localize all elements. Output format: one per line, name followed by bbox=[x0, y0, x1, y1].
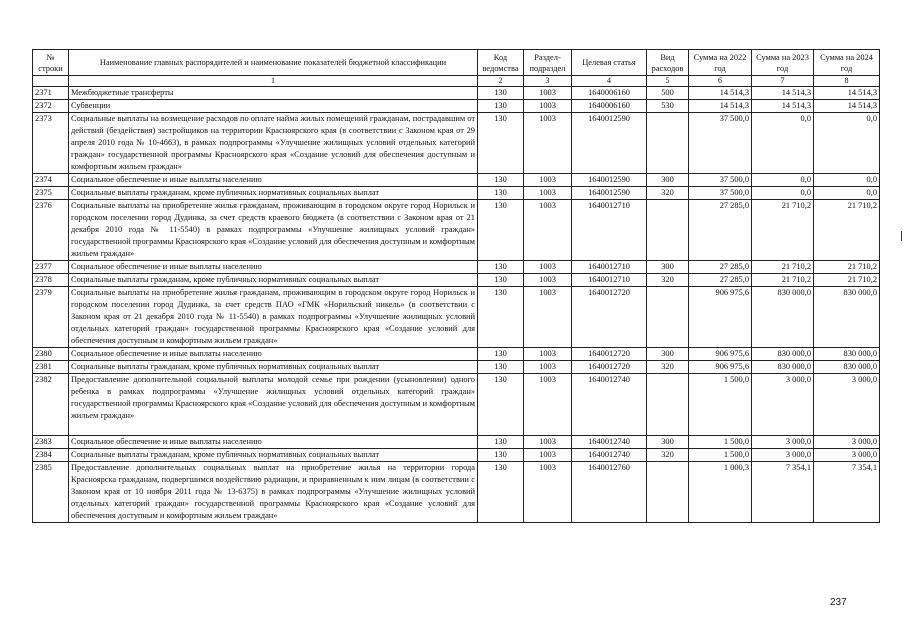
row-exp-type: 300 bbox=[647, 261, 689, 274]
row-sum-2022: 37 500,0 bbox=[689, 187, 752, 200]
row-num: 2376 bbox=[33, 200, 69, 261]
row-sum-2023: 21 710,2 bbox=[752, 274, 814, 287]
row-section: 1003 bbox=[524, 449, 572, 462]
row-name: Социальное обеспечение и иные выплаты населению bbox=[69, 436, 478, 449]
row-dept: 130 bbox=[478, 187, 524, 200]
row-section: 1003 bbox=[524, 274, 572, 287]
row-dept: 130 bbox=[478, 462, 524, 523]
row-sum-2023: 21 710,2 bbox=[752, 200, 814, 261]
row-num: 2378 bbox=[33, 274, 69, 287]
header-dept: Код ведомства bbox=[478, 50, 524, 76]
row-sum-2024: 21 710,2 bbox=[814, 261, 880, 274]
row-section: 1003 bbox=[524, 187, 572, 200]
row-sum-2024: 21 710,2 bbox=[814, 200, 880, 261]
row-sum-2023: 14 514,3 bbox=[752, 87, 814, 100]
row-article: 1640006160 bbox=[572, 100, 647, 113]
table-row bbox=[33, 348, 880, 361]
header-sum-2024: Сумма на 2024 год bbox=[814, 50, 880, 76]
row-exp-type bbox=[647, 287, 689, 348]
table-row bbox=[33, 200, 880, 261]
table-row bbox=[33, 449, 880, 462]
row-article: 1640012740 bbox=[572, 436, 647, 449]
row-exp-type: 320 bbox=[647, 187, 689, 200]
row-sum-2022: 27 285,0 bbox=[689, 274, 752, 287]
row-article: 1640006160 bbox=[572, 87, 647, 100]
row-sum-2023: 3 000,0 bbox=[752, 436, 814, 449]
row-sum-2022: 906 975,6 bbox=[689, 287, 752, 348]
row-section: 1003 bbox=[524, 200, 572, 261]
row-sum-2024: 3 000,0 bbox=[814, 449, 880, 462]
row-num: 2377 bbox=[33, 261, 69, 274]
row-sum-2024: 0,0 bbox=[814, 174, 880, 187]
row-exp-type bbox=[647, 462, 689, 523]
table-row bbox=[33, 436, 880, 449]
row-dept: 130 bbox=[478, 374, 524, 436]
table-row bbox=[33, 462, 880, 523]
row-sum-2022: 906 975,6 bbox=[689, 361, 752, 374]
row-sum-2022: 1 000,3 bbox=[689, 462, 752, 523]
row-dept: 130 bbox=[478, 200, 524, 261]
row-article: 1640012720 bbox=[572, 287, 647, 348]
row-section: 1003 bbox=[524, 87, 572, 100]
row-sum-2024: 14 514,3 bbox=[814, 87, 880, 100]
row-name: Субвенции bbox=[69, 100, 478, 113]
row-sum-2023: 0,0 bbox=[752, 174, 814, 187]
row-section: 1003 bbox=[524, 462, 572, 523]
col-number: 7 bbox=[752, 76, 814, 87]
row-num: 2372 bbox=[33, 100, 69, 113]
row-dept: 130 bbox=[478, 261, 524, 274]
row-sum-2022: 14 514,3 bbox=[689, 100, 752, 113]
table-row bbox=[33, 361, 880, 374]
row-dept: 130 bbox=[478, 100, 524, 113]
row-sum-2024: 21 710,2 bbox=[814, 274, 880, 287]
row-dept: 130 bbox=[478, 436, 524, 449]
row-exp-type: 320 bbox=[647, 274, 689, 287]
row-name: Социальные выплаты на приобретение жилья гражданам, проживающим в городском округе город Норильск и городском поселении город Дудинка, за счет средств краевого бюджета (в соответствии с Законом края от 21 декабря 2010 года № 11-5540) в рамках подпрограммы «Улучшение жилищных условий граждан» государственной программы Красноярского края «Создание условий для обеспечения доступным и комфортным жильем граждан» bbox=[69, 200, 478, 261]
page-number: 237 bbox=[830, 597, 847, 608]
row-sum-2024: 830 000,0 bbox=[814, 287, 880, 348]
row-sum-2024: 830 000,0 bbox=[814, 361, 880, 374]
row-sum-2023: 21 710,2 bbox=[752, 261, 814, 274]
row-name: Социальные выплаты на возмещение расходов по оплате найма жилых помещений гражданам, пострадавшим от действий (бездействия) застройщиков на территории Красноярского края (в соответствии с Законом края от 29 апреля 2010 года № 10-4663), в рамках подпрограммы «Улучшение жилищных условий отдельных категорий граждан» государственной программы Красноярского края «Создание условий для обеспечения доступным и комфортным жильем граждан» bbox=[69, 113, 478, 174]
row-exp-type: 300 bbox=[647, 436, 689, 449]
row-article: 1640012720 bbox=[572, 348, 647, 361]
row-article: 1640012740 bbox=[572, 449, 647, 462]
scan-edge-mark bbox=[901, 231, 902, 241]
row-dept: 130 bbox=[478, 87, 524, 100]
col-number: 6 bbox=[689, 76, 752, 87]
header-article: Целевая статья bbox=[572, 50, 647, 76]
header-num: № строки bbox=[33, 50, 69, 76]
table-row bbox=[33, 287, 880, 348]
row-num: 2374 bbox=[33, 174, 69, 187]
row-name: Социальные выплаты гражданам, кроме публичных нормативных социальных выплат bbox=[69, 449, 478, 462]
col-number: 1 bbox=[69, 76, 478, 87]
header-section: Раздел-подраздел bbox=[524, 50, 572, 76]
row-sum-2023: 3 000,0 bbox=[752, 374, 814, 436]
row-section: 1003 bbox=[524, 436, 572, 449]
row-exp-type: 300 bbox=[647, 174, 689, 187]
row-num: 2385 bbox=[33, 462, 69, 523]
row-sum-2022: 14 514,3 bbox=[689, 87, 752, 100]
row-name: Социальное обеспечение и иные выплаты населению bbox=[69, 174, 478, 187]
row-name: Межбюджетные трансферты bbox=[69, 87, 478, 100]
row-sum-2022: 1 500,0 bbox=[689, 449, 752, 462]
table-row bbox=[33, 187, 880, 200]
row-num: 2371 bbox=[33, 87, 69, 100]
col-number: 4 bbox=[572, 76, 647, 87]
row-name: Социальные выплаты гражданам, кроме публичных нормативных социальных выплат bbox=[69, 361, 478, 374]
row-name: Социальное обеспечение и иные выплаты населению bbox=[69, 348, 478, 361]
row-name: Социальные выплаты на приобретение жилья гражданам, проживающим в городском округе город Норильск и городском поселении город Дудинка, за счет средств ПАО «ГМК «Норильский никель» (в соответствии с Законом края от 21 декабря 2010 года № 11-5540) в рамках подпрограммы «Улучшение жилищных условий отдельных категорий граждан» государственной программы Красноярского края «Создание условий для обеспечения доступным и комфортным жильем граждан» bbox=[69, 287, 478, 348]
row-num: 2381 bbox=[33, 361, 69, 374]
row-sum-2024: 3 000,0 bbox=[814, 374, 880, 436]
row-section: 1003 bbox=[524, 374, 572, 436]
row-exp-type: 320 bbox=[647, 361, 689, 374]
header-sum-2022: Сумма на 2022 год bbox=[689, 50, 752, 76]
row-sum-2022: 1 500,0 bbox=[689, 436, 752, 449]
row-section: 1003 bbox=[524, 361, 572, 374]
row-sum-2023: 830 000,0 bbox=[752, 348, 814, 361]
row-name: Социальные выплаты гражданам, кроме публичных нормативных социальных выплат bbox=[69, 187, 478, 200]
row-num: 2375 bbox=[33, 187, 69, 200]
row-sum-2024: 0,0 bbox=[814, 187, 880, 200]
row-article: 1640012710 bbox=[572, 261, 647, 274]
table-row bbox=[33, 87, 880, 100]
row-exp-type: 320 bbox=[647, 449, 689, 462]
row-sum-2022: 27 285,0 bbox=[689, 200, 752, 261]
row-exp-type: 500 bbox=[647, 87, 689, 100]
row-sum-2023: 0,0 bbox=[752, 113, 814, 174]
row-article: 1640012590 bbox=[572, 187, 647, 200]
row-sum-2023: 830 000,0 bbox=[752, 287, 814, 348]
col-number: 3 bbox=[524, 76, 572, 87]
row-sum-2023: 0,0 bbox=[752, 187, 814, 200]
header-row bbox=[33, 50, 880, 76]
row-num: 2383 bbox=[33, 436, 69, 449]
row-sum-2024: 14 514,3 bbox=[814, 100, 880, 113]
row-sum-2024: 0,0 bbox=[814, 113, 880, 174]
row-dept: 130 bbox=[478, 361, 524, 374]
row-section: 1003 bbox=[524, 261, 572, 274]
row-dept: 130 bbox=[478, 274, 524, 287]
col-number: 8 bbox=[814, 76, 880, 87]
row-dept: 130 bbox=[478, 348, 524, 361]
header-sum-2023: Сумма на 2023 год bbox=[752, 50, 814, 76]
row-num: 2379 bbox=[33, 287, 69, 348]
row-sum-2024: 3 000,0 bbox=[814, 436, 880, 449]
row-article: 1640012590 bbox=[572, 113, 647, 174]
row-name: Предоставление дополнительных социальных выплат на приобретение жилья на территории города Красноярска гражданам, подвергшимся воздействию радиации, и приравненным к ним лицам (в соответствии с Законом края от 10 ноября 2011 года № 13-6375) в рамках подпрограммы «Улучшение жилищных условий отдельных категорий граждан» государственной программы Красноярского края «Создание условий для обеспечения доступным и комфортным жильем граждан» bbox=[69, 462, 478, 523]
row-section: 1003 bbox=[524, 113, 572, 174]
row-num: 2373 bbox=[33, 113, 69, 174]
row-article: 1640012590 bbox=[572, 174, 647, 187]
row-sum-2022: 37 500,0 bbox=[689, 174, 752, 187]
row-name: Социальное обеспечение и иные выплаты населению bbox=[69, 261, 478, 274]
budget-table-page bbox=[32, 49, 879, 523]
table-body bbox=[33, 87, 880, 523]
column-number-row bbox=[33, 76, 880, 87]
row-name: Социальные выплаты гражданам, кроме публичных нормативных социальных выплат bbox=[69, 274, 478, 287]
row-sum-2023: 3 000,0 bbox=[752, 449, 814, 462]
row-article: 1640012710 bbox=[572, 274, 647, 287]
header-name: Наименование главных распорядителей и наименование показателей бюджетной классификации bbox=[69, 50, 478, 76]
row-sum-2023: 7 354,1 bbox=[752, 462, 814, 523]
row-section: 1003 bbox=[524, 287, 572, 348]
row-sum-2022: 906 975,6 bbox=[689, 348, 752, 361]
table-row bbox=[33, 274, 880, 287]
budget-table bbox=[32, 49, 880, 523]
col-number bbox=[33, 76, 69, 87]
row-exp-type: 300 bbox=[647, 348, 689, 361]
row-article: 1640012740 bbox=[572, 374, 647, 436]
row-exp-type bbox=[647, 200, 689, 261]
row-sum-2022: 1 500,0 bbox=[689, 374, 752, 436]
col-number: 5 bbox=[647, 76, 689, 87]
table-row bbox=[33, 174, 880, 187]
row-exp-type: 530 bbox=[647, 100, 689, 113]
row-num: 2382 bbox=[33, 374, 69, 436]
row-name: Предоставление дополнительной социальной выплаты молодой семье при рождении (усыновлении) одного ребенка в рамках подпрограммы «Улучшение жилищных условий отдельных категорий граждан» государственной программы Красноярского края «Создание условий для обеспечения доступным и комфортным жильем граждан» bbox=[69, 374, 478, 436]
row-sum-2023: 14 514,3 bbox=[752, 100, 814, 113]
table-row bbox=[33, 100, 880, 113]
row-exp-type bbox=[647, 113, 689, 174]
col-number: 2 bbox=[478, 76, 524, 87]
row-sum-2023: 830 000,0 bbox=[752, 361, 814, 374]
table-row bbox=[33, 261, 880, 274]
row-sum-2024: 830 000,0 bbox=[814, 348, 880, 361]
row-dept: 130 bbox=[478, 113, 524, 174]
row-num: 2384 bbox=[33, 449, 69, 462]
row-section: 1003 bbox=[524, 100, 572, 113]
row-article: 1640012710 bbox=[572, 200, 647, 261]
row-dept: 130 bbox=[478, 449, 524, 462]
row-section: 1003 bbox=[524, 174, 572, 187]
row-sum-2022: 27 285,0 bbox=[689, 261, 752, 274]
table-row bbox=[33, 374, 880, 436]
row-exp-type bbox=[647, 374, 689, 436]
header-exp-type: Вид расходов bbox=[647, 50, 689, 76]
row-dept: 130 bbox=[478, 287, 524, 348]
row-section: 1003 bbox=[524, 348, 572, 361]
row-sum-2022: 37 500,0 bbox=[689, 113, 752, 174]
table-row bbox=[33, 113, 880, 174]
row-num: 2380 bbox=[33, 348, 69, 361]
row-sum-2024: 7 354,1 bbox=[814, 462, 880, 523]
row-article: 1640012760 bbox=[572, 462, 647, 523]
row-dept: 130 bbox=[478, 174, 524, 187]
row-article: 1640012720 bbox=[572, 361, 647, 374]
